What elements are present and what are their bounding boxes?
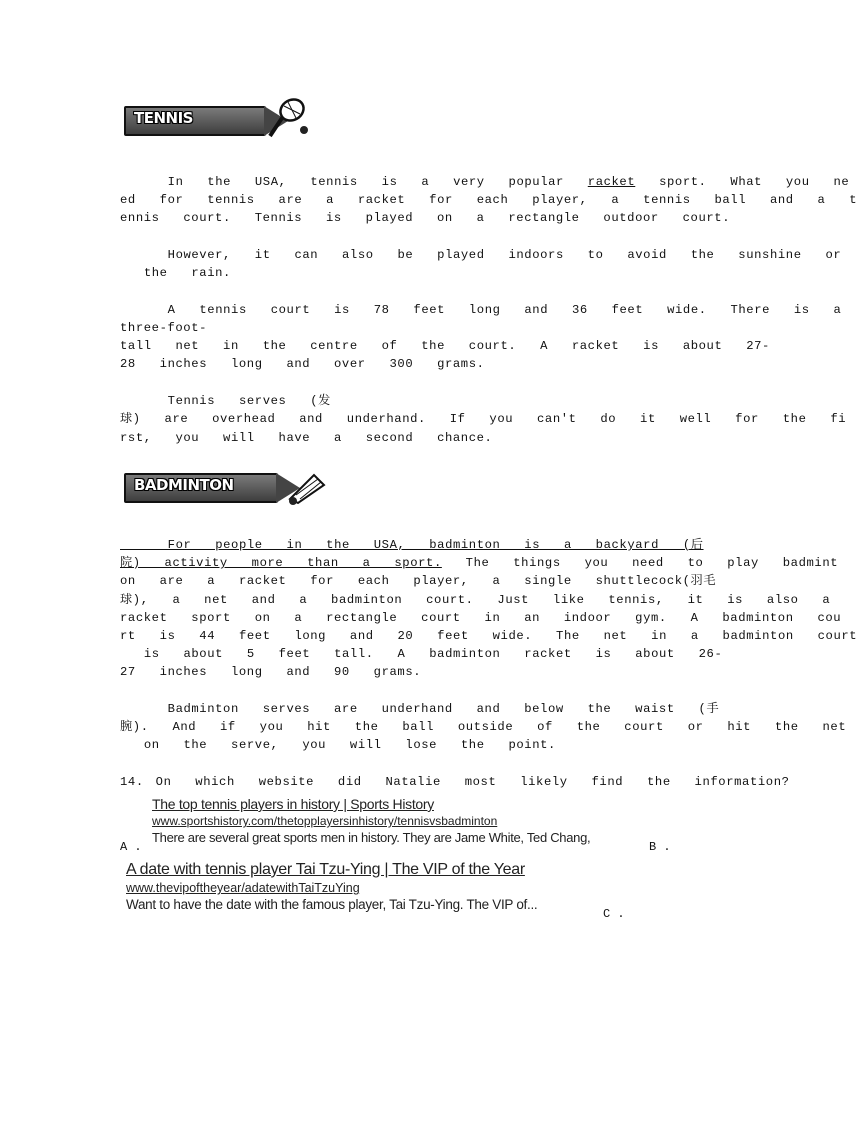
text-line: rst, you will have a second chance. bbox=[120, 431, 493, 445]
badminton-banner bbox=[124, 467, 334, 503]
option-a-url[interactable]: www.sportshistory.com/thetopplayersinhistory/tennisvsbadminton bbox=[152, 814, 498, 828]
option-a-label: A . bbox=[120, 840, 142, 854]
text-line: three-foot- bbox=[120, 321, 208, 335]
text-line: rt is 44 feet long and 20 feet wide. The net in a badminton court bbox=[120, 629, 857, 643]
option-b-label: B . bbox=[649, 840, 671, 854]
text-line: ed for tennis are a racket for each player, a tennis ball and a t bbox=[120, 193, 857, 207]
text-line: is about 5 feet tall. A badminton racket is about 26- bbox=[120, 647, 723, 661]
text-line: Badminton serves are underhand and below the waist (手 bbox=[120, 702, 720, 716]
question-14: 14. On which website did Natalie most likely find the information? bbox=[120, 775, 790, 789]
text-line: 院) activity more than a sport. The things you need to play badmint bbox=[120, 556, 839, 570]
text-line: A tennis court is 78 feet long and 36 feet wide. There is a bbox=[120, 303, 842, 317]
text-line: 腕). And if you hit the ball outside of the court or hit the net bbox=[120, 720, 847, 734]
text-line: racket sport on a rectangle court in an indoor gym. A badminton cou bbox=[120, 611, 842, 625]
badminton-section-title: BADMINTON bbox=[134, 476, 234, 494]
shuttlecock-icon bbox=[284, 469, 328, 505]
text-line: on are a racket for each player, a single shuttlecock(羽毛 bbox=[120, 574, 717, 588]
tennis-racket-icon bbox=[262, 96, 310, 140]
text-line: For people in the USA, badminton is a backyard (后 bbox=[120, 538, 704, 552]
tennis-section-title: TENNIS bbox=[134, 109, 193, 127]
option-a-snippet[interactable] bbox=[152, 796, 652, 845]
text-line: Tennis serves (发 bbox=[120, 394, 331, 408]
text-line: 28 inches long and over 300 grams. bbox=[120, 357, 485, 371]
text-line: However, it can also be played indoors to avoid the sunshine or bbox=[120, 248, 842, 262]
tennis-banner bbox=[124, 100, 314, 136]
text-line: 27 inches long and 90 grams. bbox=[120, 665, 422, 679]
option-b-title[interactable]: A date with tennis player Tai Tzu-Ying | The VIP of the Year bbox=[126, 861, 525, 878]
option-b-desc: Want to have the date with the famous player, Tai Tzu-Ying. The VIP of... bbox=[126, 897, 538, 912]
text-line: tall net in the centre of the court. A racket is about 27- bbox=[120, 339, 770, 353]
text-line: on the serve, you will lose the point. bbox=[120, 738, 556, 752]
option-a-desc: There are several great sports men in history. They are Jame White, Ted Chang, bbox=[152, 830, 591, 845]
text-line: 球) are overhead and underhand. If you can't do it well for the fi bbox=[120, 412, 847, 426]
option-b-snippet[interactable] bbox=[126, 861, 606, 912]
text-line: the rain. bbox=[120, 266, 231, 280]
option-a-title[interactable]: The top tennis players in history | Sports History bbox=[152, 796, 434, 812]
racket-underlined-word: racket bbox=[587, 175, 636, 189]
text-line: ennis court. Tennis is played on a rectangle outdoor court. bbox=[120, 211, 731, 225]
option-c-label: C . bbox=[603, 907, 625, 921]
text-line: In the USA, tennis is a very popular racket sport. What you ne bbox=[120, 175, 850, 189]
option-b-url[interactable]: www.thevipoftheyear/adatewithTaiTzuYing bbox=[126, 881, 360, 895]
text-line: 球), a net and a badminton court. Just like tennis, it is also a bbox=[120, 593, 831, 607]
